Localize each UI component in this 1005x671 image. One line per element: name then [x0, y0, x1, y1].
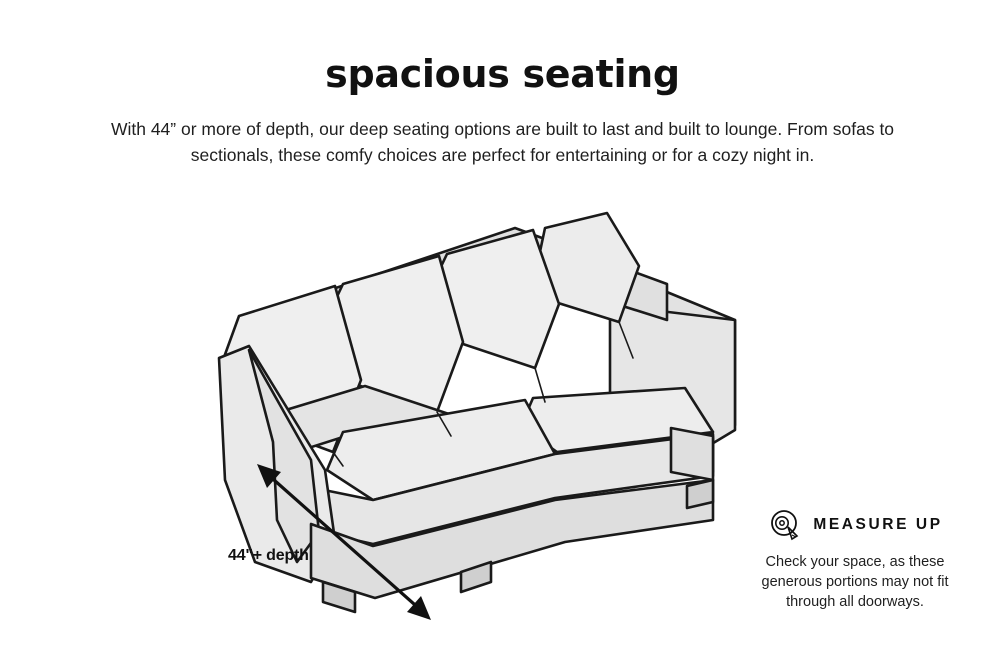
tape-measure-icon [767, 508, 801, 542]
page-description: With 44” or more of depth, our deep seating options are built to last and built to lounge. From sofas to sectionals, these comfy choices are perfect for entertaining or for a cozy night in. [110, 119, 895, 165]
measure-up-body: Check your space, as these generous portions may not fit through all doorways. [761, 554, 949, 610]
depth-dimension-label: 44"+ depth [228, 547, 309, 564]
measure-up-callout [735, 508, 975, 612]
measure-up-title: MEASURE UP [813, 516, 943, 533]
page-title: spacious seating [325, 52, 680, 96]
measure-up-header [735, 508, 975, 542]
